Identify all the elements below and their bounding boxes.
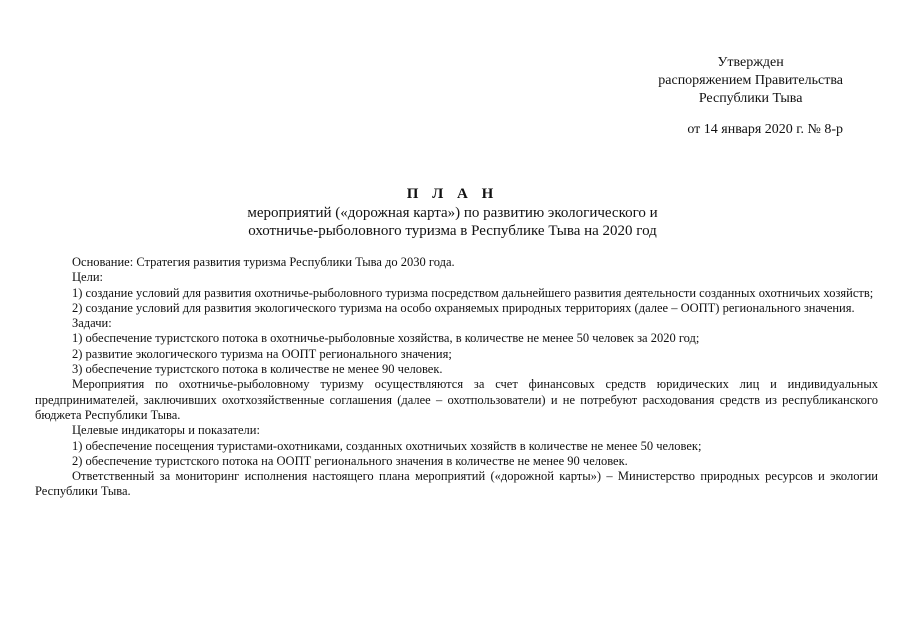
plan-subtitle-line-1: мероприятий («дорожная карта») по развитию экологического и — [247, 205, 658, 221]
basis-paragraph: Основание: Стратегия развития туризма Республики Тыва до 2030 года. — [72, 255, 455, 269]
financing-paragraph: Мероприятия по охотничье-рыболовному туризму осуществляются за счет финансовых средств юридических лиц и индивидуальных предпринимателей, заключивших охотхозяйственные соглашения (далее – охотпользователи) и не потребуют расходования средств из республиканского бюджета Республики Тыва. — [35, 377, 878, 422]
approval-date: от 14 января 2020 г. № 8-р — [687, 122, 843, 137]
task-item-3: 3) обеспечение туристского потока в количестве не менее 90 человек. — [72, 362, 443, 377]
plan-heading: П Л А Н — [406, 186, 499, 202]
goal-item-1: 1) создание условий для развития охотничье-рыболовного туризма посредством дальнейшего развития деятельности созданных охотничьих хозяйств; — [72, 285, 874, 300]
document-body — [35, 255, 878, 500]
task-item-2: 2) развитие экологического туризма на ООПТ регионального значения; — [72, 346, 452, 361]
approval-line-3: Республики Тыва — [698, 91, 803, 106]
indicator-item-2: 2) обеспечение туристского потока на ООПТ регионального значения в количестве не менее 90 человек. — [72, 453, 628, 468]
indicators-label: Целевые индикаторы и показатели: — [72, 423, 260, 438]
approval-line-1: Утвержден — [717, 55, 784, 70]
tasks-label: Задачи: — [72, 316, 112, 331]
document-title — [0, 184, 905, 240]
goal-item-2: 2) создание условий для развития экологического туризма на особо охраняемых природных территориях (далее – ООПТ) регионального значения. — [72, 300, 855, 315]
responsible-paragraph: Ответственный за мониторинг исполнения настоящего плана мероприятий («дорожной карты») – Министерство природных ресурсов и экологии Республики Тыва. — [35, 469, 878, 499]
indicator-item-1: 1) обеспечение посещения туристами-охотниками, созданных охотничьих хозяйств в количестве не менее 50 человек; — [72, 438, 702, 453]
goals-label: Цели: — [72, 270, 103, 285]
approval-line-2: распоряжением Правительства — [658, 73, 843, 88]
plan-subtitle-line-2: охотничье-рыболовного туризма в Республике Тыва на 2020 год — [248, 223, 657, 239]
task-item-1: 1) обеспечение туристского потока в охотничье-рыболовные хозяйства, в количестве не менее 50 человек за 2020 год; — [72, 331, 700, 346]
approval-stamp — [658, 54, 843, 108]
